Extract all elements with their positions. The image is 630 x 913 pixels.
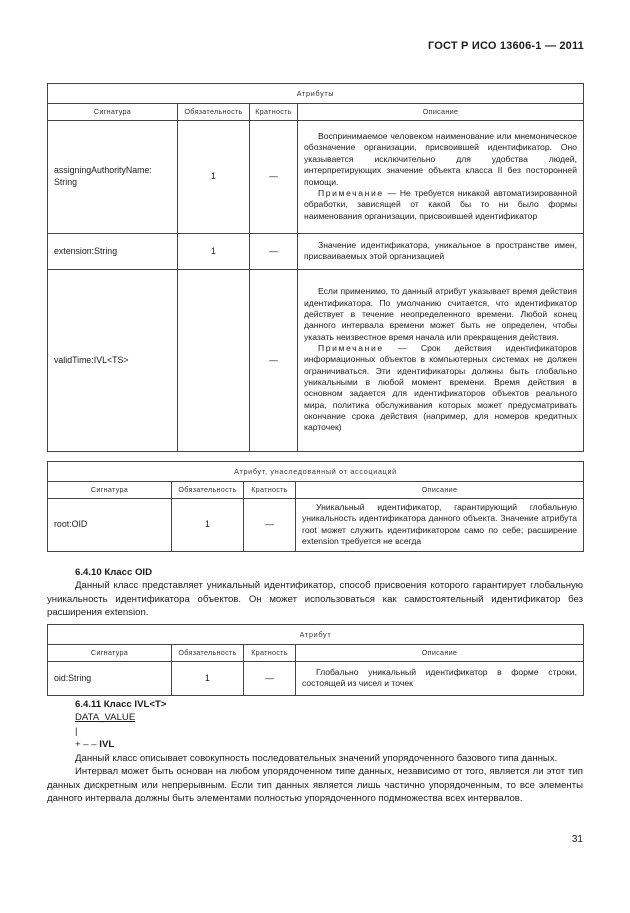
section-ivl — [47, 698, 583, 805]
section-paragraph: Интервал может быть основан на любом упорядоченном типе данных, независимо от того, является ли этот тип данных дискретным или непрерывным. Если тип данных является лишь частично упорядоченным, то все элементы данного интервала должны быть элементами полностью упорядоченного подмножества всех интервалов. — [47, 766, 583, 804]
uml-connector-branch: + – – — [75, 739, 100, 751]
col-header-mandatory: Обязательность — [172, 645, 244, 662]
row-description — [296, 662, 584, 696]
row-cardinality: — — [250, 270, 298, 452]
description-text: Значение идентификатора, уникальное в пространстве имен, присваиваемых этой организацией — [304, 239, 577, 261]
col-header-description: Описание — [298, 104, 584, 121]
inherited-attribute-table — [47, 461, 584, 552]
table-caption: Атрибут — [48, 625, 584, 645]
uml-inheritance — [75, 711, 583, 751]
row-cardinality: — — [244, 499, 296, 552]
oid-attribute-table — [47, 624, 584, 696]
row-signature: oid:String — [48, 662, 172, 696]
col-header-signature: Сигнатура — [48, 482, 172, 499]
table-caption: Атрибут, унаследованный от ассоциаций — [48, 462, 584, 482]
row-description — [296, 499, 584, 552]
uml-parent-class: DATA_VALUE — [75, 712, 136, 724]
description-text: Уникальный идентификатор, гарантирующий глобальную уникальность идентификатора данного объекта. Значение атрибута root может служить идентификатором само по себе; расширение extension требуется не всегда — [302, 502, 578, 547]
description-text: Если применимо, то данный атрибут указывает время действия идентификатора. По умолчанию считается, что идентификатор действует в течение неопределенного времени. Любой конец данного интервала времени может быть не определен, чтобы указать неизвестное время начала или прекращения действия. — [304, 286, 577, 342]
description-note — [304, 343, 577, 434]
col-header-signature: Сигнатура — [48, 645, 172, 662]
section-paragraph: Данный класс описывает совокупность последовательных значений упорядоченного базового типа данных. — [75, 752, 558, 764]
row-mandatory: 1 — [178, 121, 250, 234]
row-cardinality: — — [250, 234, 298, 270]
uml-connector: | — [75, 725, 78, 737]
table-row — [48, 234, 584, 270]
row-signature: root:OID — [48, 499, 172, 552]
row-description — [298, 270, 584, 452]
attributes-table — [47, 83, 584, 452]
note-text: — Не требуется никакой автоматизированной обработки, зависящей от какой бы то ни было формы наименования организации, присвоившей идентификатор — [304, 187, 577, 221]
row-description — [298, 121, 584, 234]
row-cardinality: — — [250, 121, 298, 234]
row-mandatory: 1 — [172, 499, 244, 552]
row-mandatory — [178, 270, 250, 452]
row-description — [298, 234, 584, 270]
uml-child-class: IVL — [99, 739, 115, 751]
col-header-mandatory: Обязательность — [172, 482, 244, 499]
uml-child — [75, 738, 583, 751]
col-header-cardinality: Кратность — [250, 104, 298, 121]
col-header-mandatory: Обязательность — [178, 104, 250, 121]
description-text: Воспринимаемое человеком наименование или мнемоническое обозначение организации, присвоившей идентификатор. Оно указывается исключительно для удобства людей, интерпретирующих значение объекта класса II без посторонней помощи. — [304, 131, 577, 187]
table-row — [48, 121, 584, 234]
col-header-description: Описание — [296, 645, 584, 662]
table-row — [48, 662, 584, 696]
col-header-cardinality: Кратность — [244, 482, 296, 499]
note-label: Примечание — [318, 187, 384, 198]
section-title: 6.4.10 Класс OID — [75, 567, 153, 578]
section-paragraph: Данный класс представляет уникальный идентификатор, способ присвоения которого гарантирует глобальную уникальность идентификатора объектов. Он может использоваться как самостоятельный идентификатор без расширения extension. — [47, 580, 583, 619]
col-header-signature: Сигнатура — [48, 104, 178, 121]
row-mandatory: 1 — [178, 234, 250, 270]
table-caption: Атрибуты — [48, 84, 584, 104]
description-text: Глобально уникальный идентификатор в форме строки, состоящей из чисел и точек — [302, 666, 577, 688]
section-title: 6.4.11 Класс IVL<T> — [75, 699, 167, 710]
row-mandatory: 1 — [172, 662, 244, 696]
table-row — [48, 270, 584, 452]
col-header-description: Описание — [296, 482, 584, 499]
page-number: 31 — [571, 834, 583, 845]
document-code: ГОСТ Р ИСО 13606-1 — 2011 — [427, 40, 584, 52]
description-note — [304, 188, 577, 222]
section-oid — [47, 566, 583, 620]
table-row — [48, 499, 584, 552]
row-signature: assigningAuthorityName: String — [48, 121, 178, 234]
row-cardinality: — — [244, 662, 296, 696]
col-header-cardinality: Кратность — [244, 645, 296, 662]
row-signature: extension:String — [48, 234, 178, 270]
note-label: Примечание — [318, 342, 384, 353]
note-text: — Срок действия идентификаторов информационных объектов в компьютерных системах не должен ограничиваться. Эти идентификаторы должны быть глобально уникальными в любой момент времени. Время действия в основном задается для идентификаторов объектов реального мира, политика обслуживания которых может предусматривать окончание срока действия (например, для номеров кредитных карточек) — [304, 342, 577, 433]
row-signature: validTime:IVL<TS> — [48, 270, 178, 452]
